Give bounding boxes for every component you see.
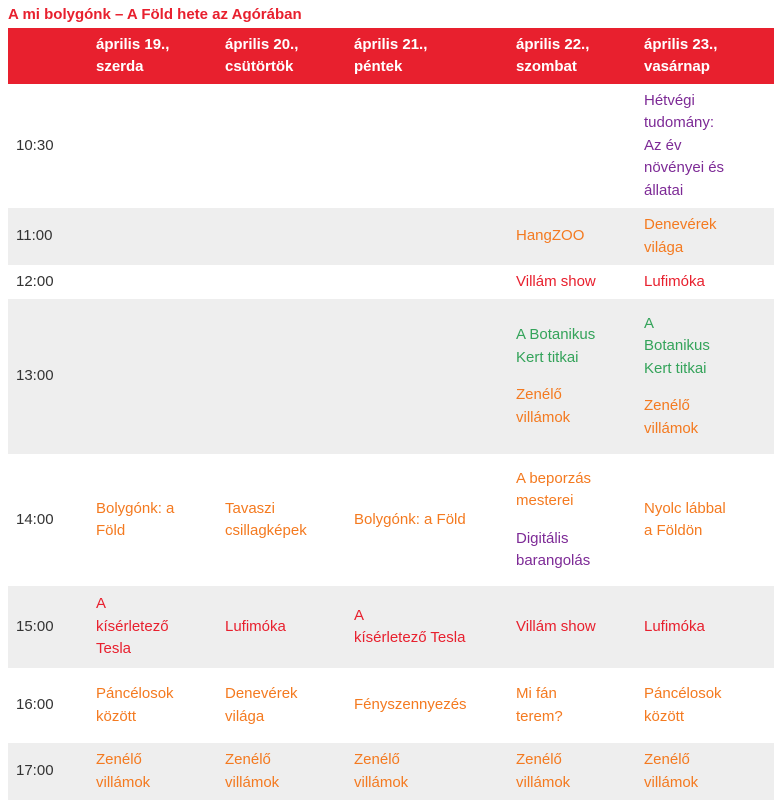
event-title-line: növényei és (644, 159, 725, 177)
event-title[interactable] (225, 749, 338, 794)
event-title[interactable] (354, 694, 500, 717)
event-title-line: Kert titkai (516, 348, 579, 366)
event-title-line: Lufimóka (225, 617, 286, 635)
event-title-line: Kert titkai (644, 359, 707, 377)
day-cell (88, 84, 217, 208)
schedule-row (8, 208, 774, 265)
header-day: április 19., szerda (96, 36, 170, 75)
day-cell (346, 586, 508, 668)
day-cell (88, 668, 217, 743)
event-title[interactable] (516, 324, 628, 369)
event-title-line: Páncélosok (644, 685, 722, 702)
day-cell (217, 265, 346, 299)
event-title-line: Denevérek (644, 216, 717, 233)
event-title[interactable] (516, 225, 628, 248)
day-cell (217, 454, 346, 586)
event-title[interactable] (644, 313, 766, 381)
event-title-line: Lufimóka (644, 617, 705, 635)
event-title[interactable] (354, 509, 500, 532)
day-cell (508, 743, 636, 800)
day-cell (346, 84, 508, 208)
event-title[interactable] (354, 749, 500, 794)
event-title-line: A (96, 595, 107, 613)
time-cell: 10:30 (16, 136, 54, 154)
event-title[interactable] (644, 749, 766, 794)
day-cell (88, 265, 217, 299)
schedule-row (8, 743, 774, 800)
event-title[interactable] (516, 384, 628, 429)
event-title-line: terem? (516, 707, 563, 725)
header-row (8, 28, 774, 84)
event-title[interactable] (516, 616, 628, 639)
event-title[interactable] (354, 605, 500, 650)
schedule-body (8, 84, 774, 800)
day-cell (217, 743, 346, 800)
day-cell (346, 265, 508, 299)
day-cell (508, 208, 636, 265)
event-title-line: Zenélő (516, 386, 562, 403)
event-title-line: Tavaszi (225, 499, 276, 517)
event-title[interactable] (644, 395, 766, 440)
event-title-line: villámok (354, 773, 409, 791)
event-title[interactable] (225, 683, 338, 728)
event-title[interactable] (96, 683, 209, 728)
event-title-line: villámok (516, 773, 571, 791)
event-title-line: Mi fán (516, 685, 557, 702)
day-cell (88, 743, 217, 800)
event-title-line: Denevérek (225, 685, 298, 702)
event-title[interactable] (644, 214, 766, 259)
event-title-line: Digitális (516, 529, 569, 547)
event-title-line: a Földön (644, 522, 703, 539)
event-title-line: villámok (96, 773, 151, 791)
event-title-line: Zenélő (354, 751, 400, 768)
event-title-line: Lufimóka (644, 272, 705, 290)
event-title-line: Bolygónk: a Föld (354, 510, 466, 528)
event-title-line: villámok (644, 773, 699, 791)
event-title-line: mesterei (516, 492, 574, 509)
day-cell (346, 454, 508, 586)
day-cell (346, 668, 508, 743)
time-cell: 11:00 (16, 227, 53, 245)
time-cell: 17:00 (16, 762, 54, 780)
day-cell (636, 743, 774, 800)
event-title-line: tudomány: (644, 114, 715, 132)
event-title-line: A (644, 314, 655, 332)
event-title-line: Botanikus (644, 337, 710, 355)
event-title-line: kísérletező Tesla (354, 629, 466, 646)
time-cell: 14:00 (16, 510, 54, 528)
day-cell (508, 668, 636, 743)
event-title[interactable] (516, 468, 628, 513)
schedule-row (8, 265, 774, 299)
day-cell (636, 208, 774, 265)
event-title[interactable] (644, 90, 766, 203)
event-title-line: Zenélő (644, 397, 690, 415)
day-cell (217, 208, 346, 265)
day-cell (88, 586, 217, 668)
event-title[interactable] (644, 616, 766, 639)
event-title-line: között (644, 707, 685, 725)
event-title-line: HangZOO (516, 227, 585, 245)
event-title-line: kísérletező (96, 617, 169, 635)
event-title[interactable] (96, 593, 209, 661)
event-title-line: villámok (225, 773, 280, 791)
day-cell (88, 454, 217, 586)
event-title[interactable] (644, 271, 766, 294)
schedule-row (8, 586, 774, 668)
day-cell (636, 586, 774, 668)
event-title[interactable] (225, 616, 338, 639)
event-title-line: Páncélosok (96, 685, 174, 702)
day-cell (508, 265, 636, 299)
event-title-line: Nyolc lábbal (644, 499, 726, 517)
page-title: A mi bolygónk – A Föld hete az Agórában (8, 6, 302, 23)
event-title-line: Tesla (96, 640, 132, 658)
event-title[interactable] (96, 749, 209, 794)
schedule-row (8, 299, 774, 454)
event-title-line: Fényszennyezés (354, 696, 467, 714)
header-day: április 21., péntek (354, 36, 428, 75)
event-title-line: Föld (96, 522, 126, 539)
day-cell (217, 299, 346, 454)
schedule-row (8, 668, 774, 743)
day-cell (636, 454, 774, 586)
event-title-line: A Botanikus (516, 326, 596, 343)
event-title-line: A beporzás (516, 469, 592, 487)
day-cell (636, 668, 774, 743)
event-title[interactable] (516, 683, 628, 728)
event-title-line: csillagképek (225, 522, 307, 539)
event-title[interactable] (96, 498, 209, 543)
day-cell (636, 265, 774, 299)
event-title-line: barangolás (516, 552, 591, 569)
event-title-line: Hétvégi (644, 91, 695, 109)
event-title-line: Villám show (516, 272, 596, 290)
event-title-line: állatai (644, 181, 684, 199)
event-title[interactable] (516, 528, 628, 573)
header-day: április 23., vasárnap (644, 36, 718, 75)
time-cell: 12:00 (16, 272, 54, 290)
day-cell (217, 586, 346, 668)
event-title-line: Zenélő (516, 751, 562, 768)
day-cell (508, 299, 636, 454)
event-title[interactable] (644, 683, 766, 728)
schedule-table (8, 28, 774, 800)
header-day: április 20., csütörtök (225, 36, 299, 75)
event-title-line: villámok (644, 419, 699, 437)
day-cell (217, 668, 346, 743)
day-cell (636, 299, 774, 454)
time-cell: 16:00 (16, 696, 54, 714)
header-day: április 22., szombat (516, 36, 590, 75)
day-cell (217, 84, 346, 208)
day-cell (346, 743, 508, 800)
schedule-row (8, 454, 774, 586)
event-title[interactable] (225, 498, 338, 543)
event-title[interactable] (516, 271, 628, 294)
day-cell (346, 299, 508, 454)
day-cell (508, 84, 636, 208)
day-cell (88, 299, 217, 454)
time-cell: 15:00 (16, 617, 54, 635)
event-title[interactable] (516, 749, 628, 794)
event-title-line: Zenélő (96, 751, 142, 768)
event-title-line: között (96, 707, 137, 725)
header-time (8, 28, 88, 84)
day-cell (636, 84, 774, 208)
event-title-line: Bolygónk: a (96, 499, 175, 517)
event-title-line: Az év (644, 136, 682, 154)
day-cell (88, 208, 217, 265)
event-title[interactable] (644, 498, 766, 543)
time-cell: 13:00 (16, 367, 54, 385)
day-cell (346, 208, 508, 265)
event-title-line: világa (644, 238, 684, 256)
event-title-line: Zenélő (644, 751, 690, 768)
day-cell (508, 454, 636, 586)
day-cell (508, 586, 636, 668)
event-title-line: villámok (516, 408, 571, 426)
schedule-row (8, 84, 774, 208)
event-title-line: Zenélő (225, 751, 271, 768)
event-title-line: világa (225, 707, 265, 725)
event-title-line: A (354, 606, 365, 624)
event-title-line: Villám show (516, 617, 596, 635)
